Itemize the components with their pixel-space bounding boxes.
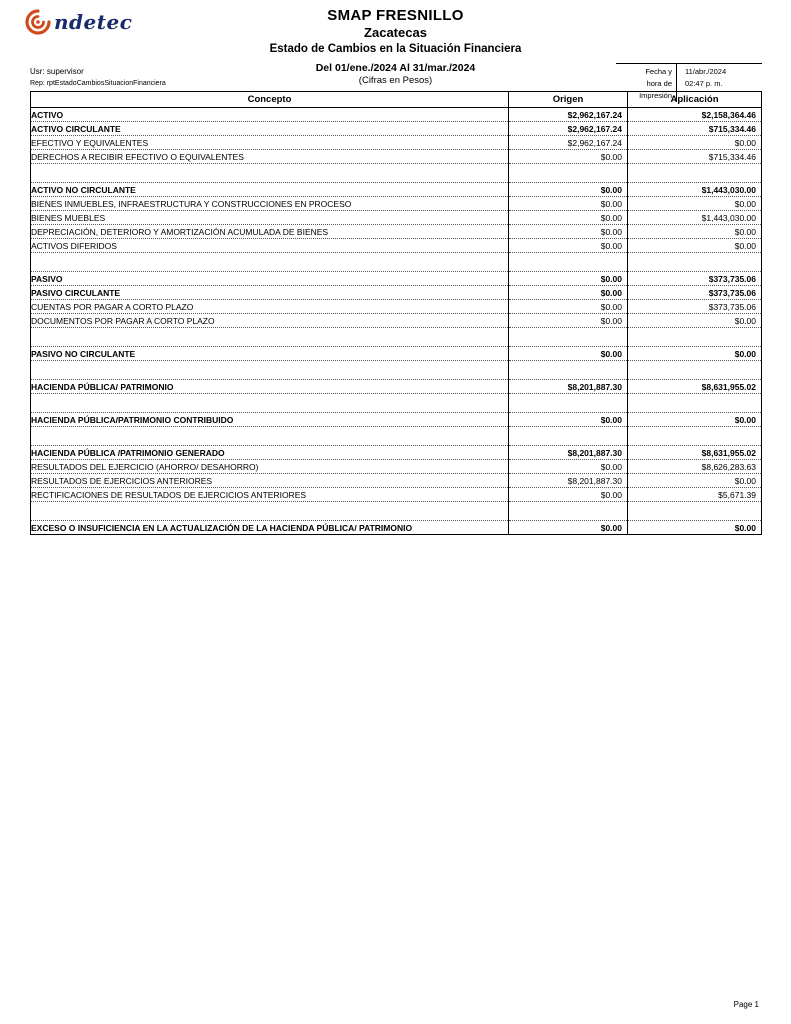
cell-origen: $0.00	[509, 460, 628, 474]
cell-aplicacion: $0.00	[628, 239, 762, 253]
report-row	[31, 446, 762, 460]
report-row	[31, 211, 762, 225]
cell-origen	[509, 502, 628, 521]
cell-aplicacion: $8,631,955.02	[628, 380, 762, 394]
cell-concepto: ACTIVO	[31, 108, 509, 122]
report-row	[31, 474, 762, 488]
report-row	[31, 460, 762, 474]
cell-origen: $8,201,887.30	[509, 380, 628, 394]
cell-aplicacion: $373,735.06	[628, 300, 762, 314]
cell-origen: $2,962,167.24	[509, 108, 628, 122]
cell-concepto	[31, 253, 509, 272]
cell-origen	[509, 427, 628, 446]
cell-origen	[509, 253, 628, 272]
report-row	[31, 488, 762, 502]
print-label-line2: hora de Impresión	[639, 79, 672, 100]
cell-origen	[509, 394, 628, 413]
cell-origen	[509, 328, 628, 347]
cell-concepto: DERECHOS A RECIBIR EFECTIVO O EQUIVALENTES	[31, 150, 509, 164]
report-row	[31, 136, 762, 150]
spacer-row	[31, 361, 762, 380]
report-row	[31, 300, 762, 314]
cell-aplicacion: $715,334.46	[628, 122, 762, 136]
cell-concepto: HACIENDA PÚBLICA/PATRIMONIO CONTRIBUIDO	[31, 413, 509, 427]
cell-origen	[509, 361, 628, 380]
cell-origen: $0.00	[509, 413, 628, 427]
cell-concepto: CUENTAS POR PAGAR A CORTO PLAZO	[31, 300, 509, 314]
cell-aplicacion: $1,443,030.00	[628, 211, 762, 225]
cell-concepto: PASIVO CIRCULANTE	[31, 286, 509, 300]
cell-origen: $0.00	[509, 211, 628, 225]
cell-concepto: RECTIFICACIONES DE RESULTADOS DE EJERCICIOS ANTERIORES	[31, 488, 509, 502]
cell-concepto	[31, 328, 509, 347]
organization-title: SMAP FRESNILLO	[327, 7, 464, 24]
cell-aplicacion: $0.00	[628, 474, 762, 488]
cell-aplicacion	[628, 502, 762, 521]
cell-concepto	[31, 427, 509, 446]
report-row	[31, 225, 762, 239]
cell-origen: $0.00	[509, 183, 628, 197]
cell-concepto: BIENES INMUEBLES, INFRAESTRUCTURA Y CONSTRUCCIONES EN PROCESO	[31, 197, 509, 211]
cell-origen: $0.00	[509, 239, 628, 253]
cell-origen: $0.00	[509, 347, 628, 361]
cell-aplicacion: $1,443,030.00	[628, 183, 762, 197]
currency-note: (Cifras en Pesos)	[358, 75, 433, 86]
cell-concepto: HACIENDA PÚBLICA/ PATRIMONIO	[31, 380, 509, 394]
report-row	[31, 183, 762, 197]
cell-origen	[509, 164, 628, 183]
column-header-origen: Origen	[509, 92, 628, 108]
cell-origen: $0.00	[509, 197, 628, 211]
report-row	[31, 286, 762, 300]
cell-aplicacion: $715,334.46	[628, 150, 762, 164]
cell-aplicacion: $0.00	[628, 521, 762, 535]
report-row	[31, 108, 762, 122]
cell-origen: $0.00	[509, 225, 628, 239]
cell-concepto: HACIENDA PÚBLICA /PATRIMONIO GENERADO	[31, 446, 509, 460]
cell-concepto	[31, 394, 509, 413]
user-label: Usr: supervisor	[30, 67, 84, 76]
cell-origen: $2,962,167.24	[509, 136, 628, 150]
cell-concepto	[31, 164, 509, 183]
cell-aplicacion: $5,671.39	[628, 488, 762, 502]
cell-concepto: EXCESO O INSUFICIENCIA EN LA ACTUALIZACIÓN DE LA HACIENDA PÚBLICA/ PATRIMONIO	[31, 521, 509, 535]
report-row	[31, 521, 762, 535]
cell-concepto: PASIVO	[31, 272, 509, 286]
report-row	[31, 314, 762, 328]
cell-aplicacion	[628, 394, 762, 413]
print-time: 02:47 p. m.	[685, 79, 723, 88]
spacer-row	[31, 427, 762, 446]
cell-origen: $0.00	[509, 521, 628, 535]
cell-aplicacion	[628, 164, 762, 183]
report-row	[31, 272, 762, 286]
cell-concepto: ACTIVO NO CIRCULANTE	[31, 183, 509, 197]
state-subtitle: Zacatecas	[364, 25, 427, 40]
column-header-concepto: Concepto	[31, 92, 509, 108]
cell-aplicacion	[628, 427, 762, 446]
column-header-aplicacion: Aplicación	[628, 92, 762, 108]
cell-origen: $0.00	[509, 300, 628, 314]
cell-origen: $8,201,887.30	[509, 474, 628, 488]
cell-concepto: PASIVO NO CIRCULANTE	[31, 347, 509, 361]
report-title: Estado de Cambios en la Situación Financiera	[269, 43, 522, 55]
cell-aplicacion	[628, 253, 762, 272]
cell-aplicacion: $8,631,955.02	[628, 446, 762, 460]
cell-origen: $8,201,887.30	[509, 446, 628, 460]
report-row	[31, 347, 762, 361]
cell-origen: $0.00	[509, 272, 628, 286]
report-id-label: Rep: rptEstadoCambiosSituacionFinanciera	[30, 80, 166, 87]
cell-aplicacion: $0.00	[628, 225, 762, 239]
report-period: Del 01/ene./2024 Al 31/mar./2024	[315, 62, 476, 74]
cell-aplicacion: $373,735.06	[628, 272, 762, 286]
cell-concepto: DOCUMENTOS POR PAGAR A CORTO PLAZO	[31, 314, 509, 328]
cell-concepto	[31, 502, 509, 521]
cell-aplicacion: $0.00	[628, 413, 762, 427]
cell-origen: $0.00	[509, 488, 628, 502]
report-row	[31, 122, 762, 136]
cell-aplicacion: $2,158,364.46	[628, 108, 762, 122]
print-label-line1: Fecha y	[645, 67, 672, 76]
spacer-row	[31, 328, 762, 347]
cell-concepto: ACTIVO CIRCULANTE	[31, 122, 509, 136]
cell-aplicacion: $373,735.06	[628, 286, 762, 300]
spacer-row	[31, 394, 762, 413]
page-number: Page 1	[733, 1000, 759, 1009]
cell-concepto: BIENES MUEBLES	[31, 211, 509, 225]
spacer-row	[31, 502, 762, 521]
spacer-row	[31, 164, 762, 183]
report-table	[30, 91, 762, 535]
cell-aplicacion: $0.00	[628, 197, 762, 211]
cell-aplicacion: $0.00	[628, 314, 762, 328]
cell-concepto: RESULTADOS DEL EJERCICIO (AHORRO/ DESAHORRO)	[31, 460, 509, 474]
cell-concepto: EFECTIVO Y EQUIVALENTES	[31, 136, 509, 150]
report-table-body	[31, 108, 762, 535]
print-date: 11/abr./2024	[685, 67, 727, 76]
spacer-row	[31, 253, 762, 272]
cell-concepto	[31, 361, 509, 380]
indetec-logo-text: ndetec	[54, 10, 133, 34]
cell-origen: $0.00	[509, 286, 628, 300]
cell-aplicacion	[628, 328, 762, 347]
report-row	[31, 239, 762, 253]
report-row	[31, 150, 762, 164]
cell-concepto: ACTIVOS DIFERIDOS	[31, 239, 509, 253]
cell-concepto: DEPRECIACIÓN, DETERIORO Y AMORTIZACIÓN ACUMULADA DE BIENES	[31, 225, 509, 239]
cell-origen: $0.00	[509, 150, 628, 164]
cell-aplicacion: $0.00	[628, 136, 762, 150]
cell-origen: $2,962,167.24	[509, 122, 628, 136]
cell-origen: $0.00	[509, 314, 628, 328]
cell-aplicacion: $0.00	[628, 347, 762, 361]
cell-aplicacion	[628, 361, 762, 380]
cell-concepto: RESULTADOS DE EJERCICIOS ANTERIORES	[31, 474, 509, 488]
report-row	[31, 197, 762, 211]
report-row	[31, 380, 762, 394]
report-row	[31, 413, 762, 427]
cell-aplicacion: $8,626,283.63	[628, 460, 762, 474]
table-header-row	[31, 92, 762, 108]
